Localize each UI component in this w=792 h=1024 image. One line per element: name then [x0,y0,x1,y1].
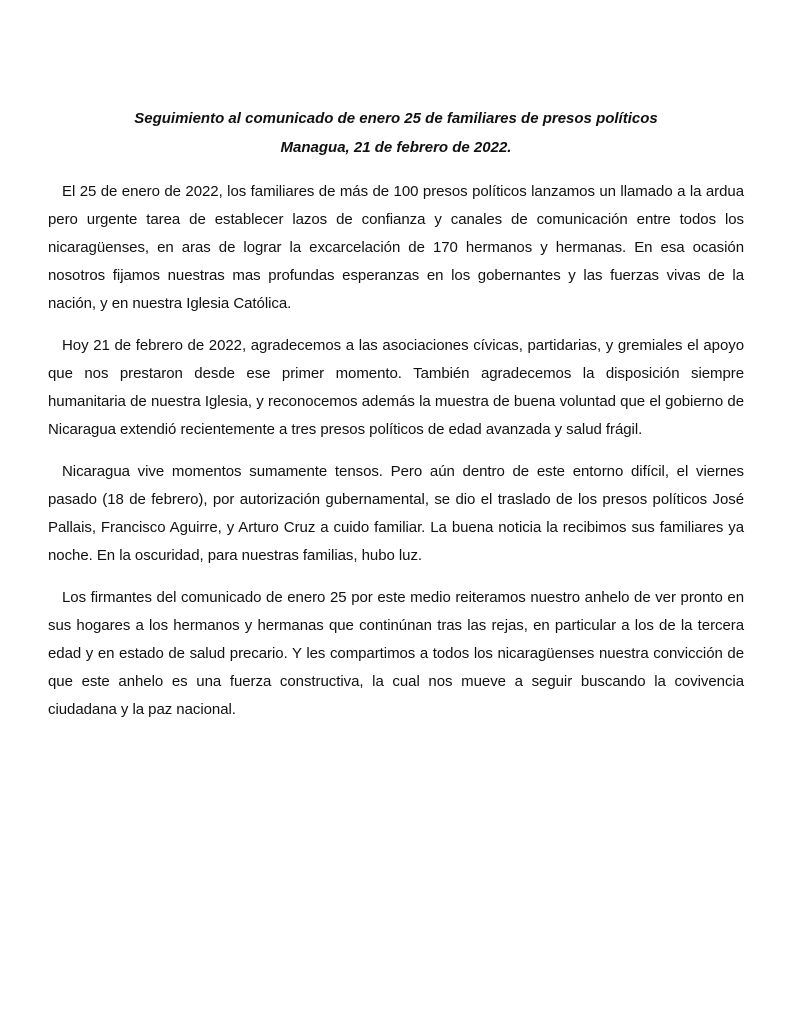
paragraph-4: Los firmantes del comunicado de enero 25 por este medio reiteramos nuestro anhelo de ver pronto en sus hogares a los hermanos y hermanas que continúnan tras las rejas, en particular a los de la tercera edad y en estado de salud precario. Y les compartimos a todos los nicaragüenses nuestra convicción de que este anhelo es una fuerza constructiva, la cual nos mueve a seguir buscando la covivencia ciudadana y la paz nacional. [48,589,744,718]
paragraph-1: El 25 de enero de 2022, los familiares de más de 100 presos políticos lanzamos un llamado a la ardua pero urgente tarea de establecer lazos de confianza y canales de comunicación entre todos los nicaragüenses, en aras de lograr la excarcelación de 170 hermanos y hermanas. En esa ocasión nosotros fijamos nuestras mas profundas esperanzas en los gobernantes y las fuerzas vivas de la nación, y en nuestra Iglesia Católica. [48,183,744,312]
document-place-date: Managua, 21 de febrero de 2022. [280,139,512,156]
paragraph-3: Nicaragua vive momentos sumamente tensos. Pero aún dentro de este entorno difícil, el viernes pasado (18 de febrero), por autorización gubernamental, se dio el traslado de los presos políticos José Pallais, Francisco Aguirre, y Arturo Cruz a cuido familiar. La buena noticia la recibimos sus familiares ya noche. En la oscuridad, para nuestras familias, hubo luz. [48,463,744,564]
document-title: Seguimiento al comunicado de enero 25 de familiares de presos políticos [134,110,658,127]
document-body [48,178,744,738]
paragraph-2: Hoy 21 de febrero de 2022, agradecemos a las asociaciones cívicas, partidarias, y gremiales el apoyo que nos prestaron desde ese primer momento. También agradecemos la disposición siempre humanitaria de nuestra Iglesia, y reconocemos además la muestra de buena voluntad que el gobierno de Nicaragua extendió recientemente a tres presos políticos de edad avanzada y salud frágil. [48,337,744,438]
